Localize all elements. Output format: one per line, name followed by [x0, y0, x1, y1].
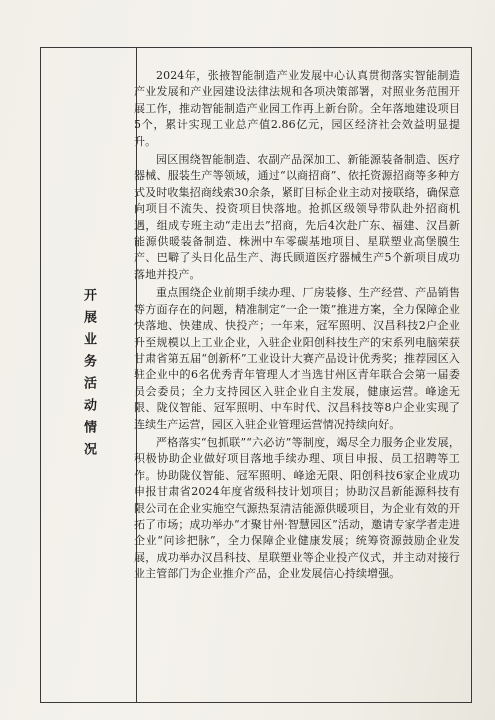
paragraph-overview: 2024年，张掖智能制造产业发展中心认真贯彻落实智能制造产业发展和产业园建设法律法规和各项决策部署，对照业务范围开展工作，推动智能制造产业园工作再上新台阶。全年落地建设项目5个，累计实现工业总产值2.86亿元，园区经济社会效益明显提升。 — [134, 69, 460, 148]
paragraph-services: 严格落实“包抓联”“六必访”等制度，竭尽全力服务企业发展，积极协助企业做好项目落地手续办理、项目申报、员工招聘等工作。协助陇仪智能、冠军照明、峰途无限、阳创科技6家企业成功申报甘肃省2024年度省级科技计划项目；协助汉昌新能源科技有限公司在企业实施空气源热泵清洁能源供暖项目，为企业有效的开拓了市场；成功举办“才聚甘州·智慧园区”活动，邀请专家学者走进企业“问诊把脉”，全力保障企业健康发展；统筹资源鼓励企业发展，成功举办汉昌科技、星联塑业等企业投产仪式，并主动对接行业主管部门为企业推介产品，企业发展信心持续增强。 — [134, 435, 460, 581]
paragraph-enterprise-support: 重点围绕企业前期手续办理、厂房装修、生产经营、产品销售等方面存在的问题，精准制定“一企一策”推进方案，全力保障企业快落地、快建成、快投产；一年来，冠军照明、汉昌科技2户企业升至规模以上工业企业，入驻企业阳创科技生产的宋系列电脑荣获甘肃省第五届“创新杯”工业设计大赛产品设计优秀奖；推荐园区入驻企业中的6名优秀青年管理人才当选甘州区青年联合会第一届委员会委员；全力支持园区入驻企业自主发展，健康运营。峰途无限、陇仪智能、冠军照明、中车时代、汉昌科技等8户企业实现了连续生产运营，园区入驻企业管理运营情况持续向好。 — [134, 286, 460, 431]
paragraph-investment: 园区围绕智能制造、农副产品深加工、新能源装备制造、医疗器械、服装生产等领域，通过“以商招商”、依托资源招商等多种方式及时收集招商线索30余条，紧盯目标企业主动对接联络，确保意向项目不流失、投资项目快落地。抢抓区级领导带队赴外招商机遇，组成专班主动“走出去”招商，先后4次赴广东、福建、汉昌新能源供暖装备制造、株洲中车零碳基地项目、星联塑业高堡膜生产、巴噼了头日化品生产、海氏顾道医疗器械生产5个新项目成功落地并投产。 — [134, 153, 460, 281]
section-label: 开展业务活动情况 — [81, 288, 96, 464]
activity-content — [134, 68, 460, 585]
